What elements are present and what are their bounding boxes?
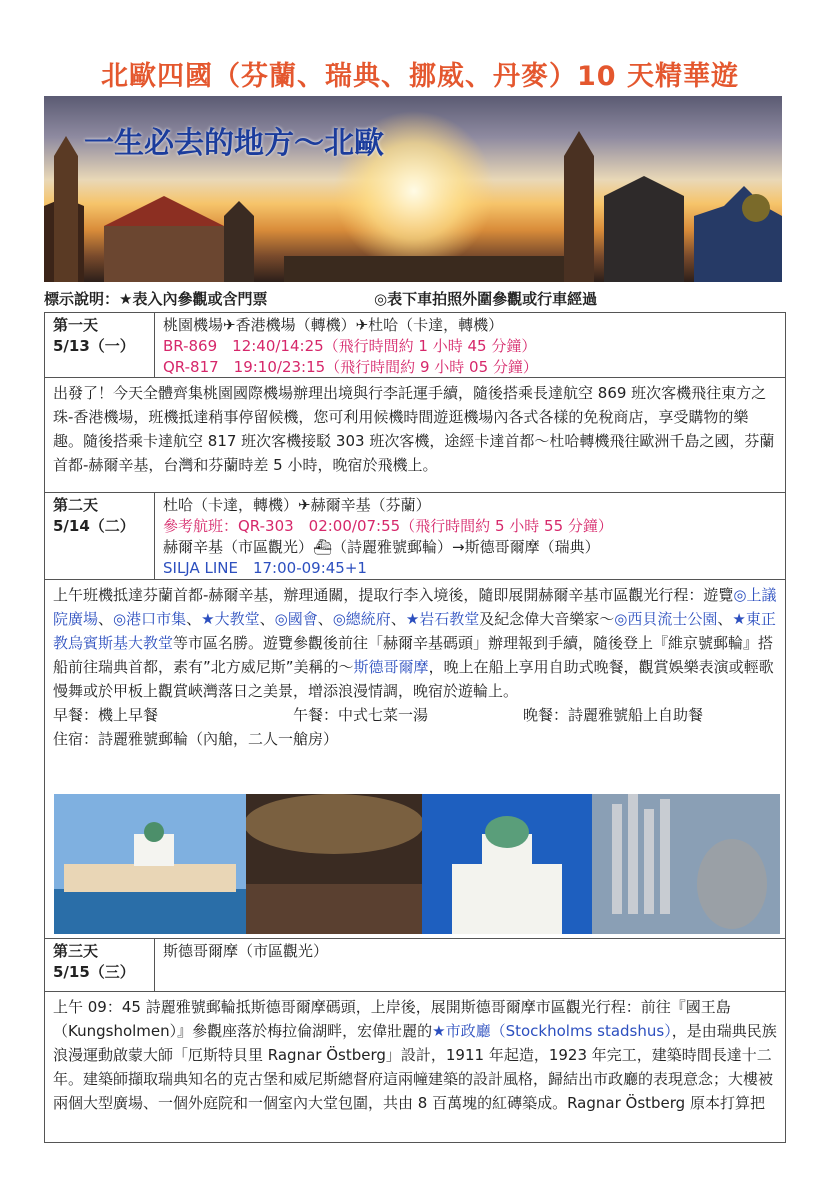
legend-circle: ◎表下車拍照外圍參觀或行車經過 bbox=[374, 290, 598, 308]
legend-star: 標示說明：★表入內參觀或含門票 bbox=[44, 290, 268, 308]
sibelius-monument-photo bbox=[592, 794, 780, 934]
legend bbox=[44, 288, 784, 309]
day2-dinner: 晚餐：詩麗雅號船上自助餐 bbox=[523, 706, 704, 724]
banner-title: 一生必去的地方～北歐 bbox=[84, 126, 384, 161]
day2-date: 5/14（二） bbox=[53, 517, 135, 535]
day2-route: 杜哈（卡達，轉機）✈赫爾辛基（芬蘭） bbox=[163, 496, 431, 514]
day1-flight2: QR-817 19:10/23:15（飛行時間約 9 小時 05 分鐘） bbox=[163, 358, 538, 376]
day1-header bbox=[44, 312, 786, 378]
day3-description bbox=[44, 991, 786, 1143]
banner-image bbox=[44, 96, 782, 282]
helsinki-cathedral-photo bbox=[422, 794, 592, 934]
day2-label: 第二天 bbox=[53, 496, 99, 514]
day1-route: 桃園機場✈香港機場（轉機）✈杜哈（卡達，轉機） bbox=[163, 316, 504, 334]
day1-flight1: BR-869 12:40/14:25（飛行時間約 1 小時 45 分鐘） bbox=[163, 337, 537, 355]
day3-header bbox=[44, 938, 786, 992]
day2-route2: 赫爾辛基（市區觀光）⛴（詩麗雅號郵輪）→斯德哥爾摩（瑞典） bbox=[163, 538, 600, 556]
poi-market: ◎港口市集 bbox=[113, 610, 187, 628]
poi-parliament: ◎國會 bbox=[274, 610, 318, 628]
day2-header bbox=[44, 492, 786, 580]
day2-desc-c: ，晚上在船上享用自助式晚餐，觀賞娛樂表演或輕歌慢舞或於甲板上觀賞峽灣落日之美景，增添浪漫情調，晚宿於遊輪上。 bbox=[53, 658, 774, 700]
photo-strip bbox=[54, 794, 780, 934]
poi-city-hall: ★市政廳（Stockholms stadshus） bbox=[432, 1022, 672, 1040]
day1-date: 5/13（一） bbox=[53, 337, 135, 355]
helsinki-harbor-photo bbox=[54, 794, 246, 934]
day2-breakfast: 早餐：機上早餐 bbox=[53, 706, 159, 724]
day3-date: 5/15（三） bbox=[53, 963, 135, 981]
day3-label: 第三天 bbox=[53, 942, 99, 960]
day2-hotel: 住宿：詩麗雅號郵輪（內艙，二人一艙房） bbox=[53, 730, 339, 748]
day2-ship: SILJA LINE 17:00-09:45+1 bbox=[163, 559, 367, 577]
poi-sibelius: ◎西貝流士公園 bbox=[614, 610, 718, 628]
day2-desc-b: 等市區名勝。遊覽參觀後前往「赫爾辛基碼頭」辦理報到手續，隨後登上『維京號郵輪』搭船前往瑞典首都，素有”北方威尼斯”美稱的～ bbox=[53, 634, 774, 676]
day2-meals bbox=[53, 703, 777, 727]
poi-palace: ◎總統府 bbox=[332, 610, 391, 628]
day2-desc-mid: 及紀念偉大音樂家～ bbox=[479, 610, 615, 628]
poi-stockholm: 斯德哥爾摩 bbox=[353, 658, 429, 676]
rock-church-photo bbox=[246, 794, 422, 934]
poi-rock-church: ★岩石教堂 bbox=[405, 610, 480, 628]
day3-desc-a: 上午 09：45 詩麗雅號郵輪抵斯德哥爾摩碼頭，上岸後，展開斯德哥爾摩市區觀光行程：前往『國王島（Kungsholmen）』參觀座落於梅拉倫湖畔，宏偉壯麗的 bbox=[53, 998, 731, 1040]
day2-description: 上午班機抵達芬蘭首都-赫爾辛基，辦理通關，提取行李入境後，隨即展開赫爾辛基市區觀光行程：遊覽◎上議院廣場、◎港口市集、★大教堂、◎國會、◎總統府、★岩石教堂及紀念偉大音樂家～◎西貝流士公園、★東正教烏賓斯基大教堂等市區名勝。遊覽參觀後前往「赫爾辛基碼頭」辦理報到手續，隨後登上『維京號郵輪』搭船前往瑞典首都，素有”北方威尼斯”美稱的～斯德哥爾摩，晚上在船上享用自助式晚餐，觀賞娛樂表演或輕歌慢舞或於甲板上觀賞峽灣落日之美景，增添浪漫情調，晚宿於遊輪上。 早餐：機上早餐 午餐：中式七菜一湯 晚餐：詩麗雅號船上自助餐 住宿：詩麗雅號郵輪（內艙，二人一艙房） bbox=[44, 579, 786, 939]
poi-uspenski: ★東正教烏賓斯基大教堂 bbox=[53, 610, 776, 652]
poi-cathedral: ★大教堂 bbox=[201, 610, 260, 628]
page-title: 北歐四國（芬蘭、瑞典、挪威、丹麥）10 天精華遊 bbox=[101, 61, 739, 92]
day1-description: 出發了！今天全體齊集桃園國際機場辦理出境與行李託運手續，隨後搭乘長達航空 869 班次客機飛往東方之珠-香港機場，班機抵達稍事停留候機，您可利用候機時間遊逛機場內各式各樣的免稅商店，享受購物的樂趣。隨後搭乘卡達航空 817 班次客機接駁 303 班次客機，途經卡達首都～杜哈轉機飛往歐洲千島之國，芬蘭首都-赫爾辛基，台灣和芬蘭時差 5 小時，晚宿於飛機上。 bbox=[44, 377, 786, 493]
day3-route: 斯德哥爾摩（市區觀光） bbox=[163, 942, 329, 960]
day2-lunch: 午餐：中式七菜一湯 bbox=[293, 706, 429, 724]
day1-label: 第一天 bbox=[53, 316, 99, 334]
day3-desc-b: ，是由瑞典民族浪漫運動啟蒙大師「厄斯特貝里 Ragnar Östberg」設計，1911 年起造，1923 年完工，建築時間長達十二年。建築師擷取瑞典知名的克古堡和威尼斯總督府這兩幢建築的設計風格，歸結出市政廳的表現意念；大樓被兩個大型廣場、一個外庭院和一個室內大堂包圍，共由 8 百萬塊的紅磚築成。Ragnar Östberg 原本打算把 bbox=[53, 1022, 777, 1112]
day2-desc-a: 上午班機抵達芬蘭首都-赫爾辛基，辦理通關，提取行李入境後，隨即展開赫爾辛基市區觀光行程：遊覽 bbox=[53, 586, 734, 604]
day2-flight: 參考航班：QR-303 02:00/07:55（飛行時間約 5 小時 55 分鐘） bbox=[163, 517, 613, 535]
poi-senate-square: ◎上議院廣場 bbox=[53, 586, 777, 628]
